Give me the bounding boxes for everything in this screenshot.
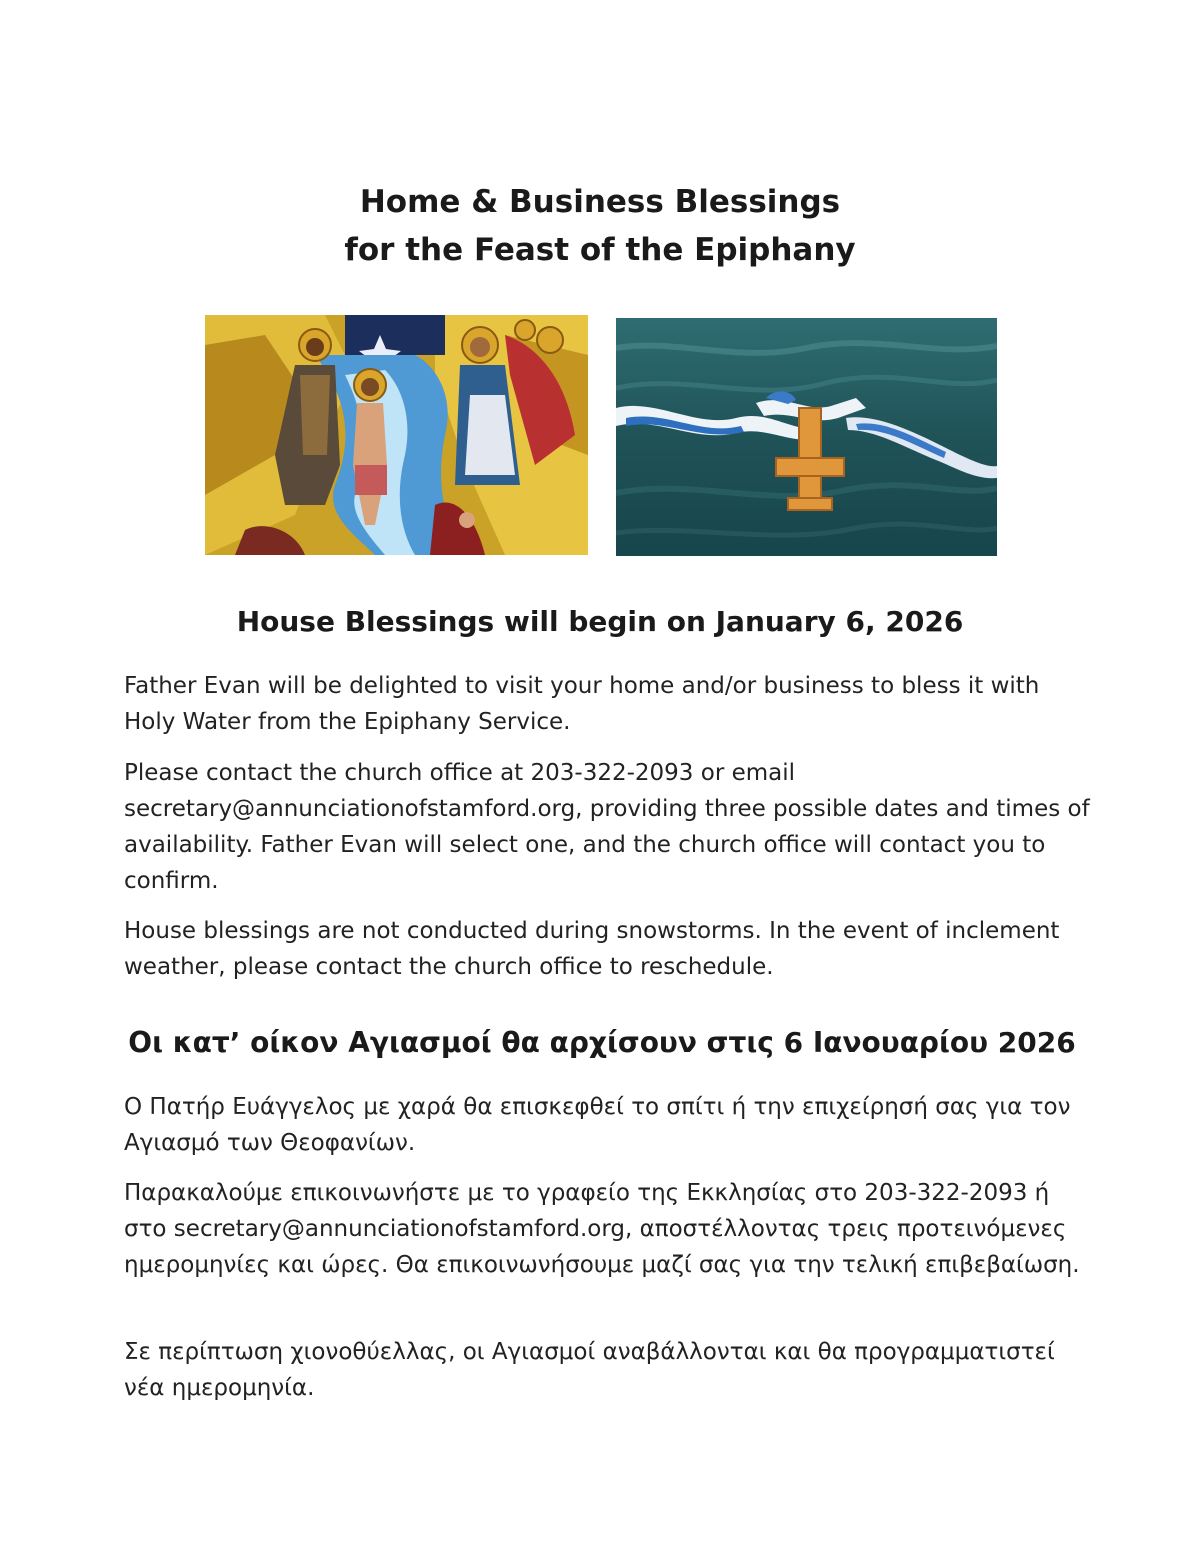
english-paragraph-contact: Please contact the church office at 203-322-2093 or email secretary@annunciationofstamford.org, providing three possible dates and times of availability. Father Evan will select one, and the church office will contact you to confirm. xyxy=(124,760,1090,894)
greek-paragraph-intro: Ο Πατήρ Ευάγγελος με χαρά θα επισκεφθεί το σπίτι ή την επιχείρησή σας για τον Αγιασμό των Θεοφανίων. xyxy=(124,1094,1071,1156)
english-paragraph-intro: Father Evan will be delighted to visit your home and/or business to bless it with Holy Water from the Epiphany Service. xyxy=(124,673,1040,735)
page-title xyxy=(0,178,1200,274)
greek-heading: Οι κατ’ οίκον Αγιασμοί θα αρχίσουν στις 6 Ιανουαρίου 2026 xyxy=(128,1026,1076,1059)
greek-paragraph-weather: Σε περίπτωση χιονοθύελλας, οι Αγιασμοί αναβάλλονται και θα προγραμματιστεί νέα ημερομηνία. xyxy=(124,1339,1055,1401)
english-heading: House Blessings will begin on January 6, 2026 xyxy=(236,605,964,638)
title-line-1: Home & Business Blessings xyxy=(359,184,841,220)
baptism-of-christ-icon xyxy=(205,315,588,555)
greek-paragraph-contact: Παρακαλούμε επικοινωνήστε με το γραφείο της Εκκλησίας στο 203-322-2093 ή στο secretary@annunciationofstamford.org, αποστέλλοντας τρεις προτεινόμενες ημερομηνίες και ώρες. Θα επικοινωνήσουμε μαζί σας για την τελική επιβεβαίωση. xyxy=(124,1180,1080,1278)
title-line-2: for the Feast of the Epiphany xyxy=(344,232,856,268)
cross-in-water-icon xyxy=(616,318,997,556)
english-paragraph-weather: House blessings are not conducted during snowstorms. In the event of inclement weather, please contact the church office to reschedule. xyxy=(124,918,1060,980)
